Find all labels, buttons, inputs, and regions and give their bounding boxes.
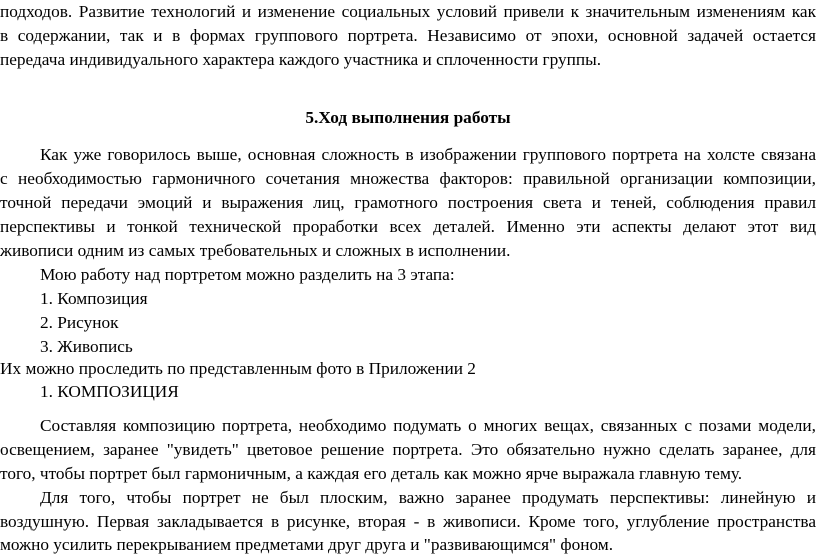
para2-line-2: освещением, заранее "увидеть" цветовое решение портрета. Это обязательно нужно сделать заранее, для [0,440,816,459]
para1-line-3: точной передачи эмоций и выражения лиц, грамотного построения света и теней, соблюдения правил [0,193,816,212]
stage-item-painting: 3. Живопись [40,337,133,356]
stage-item-drawing: 2. Рисунок [40,313,119,332]
stage-item-composition: 1. Композиция [40,289,148,308]
section-heading: 5.Ход выполнения работы [305,108,511,127]
para3-line-3: можно усилить перекрыванием предметами друг друга и "развивающимся" фоном. [0,535,614,554]
stages-intro: Мою работу над портретом можно разделить на 3 этапа: [40,265,455,284]
para2-line-1: Составляя композицию портрета, необходимо подумать о многих вещах, связанных с позами модели, [40,416,816,435]
para1-line-1: Как уже говорилось выше, основная сложность в изображении группового портрета на холсте связана [40,145,816,164]
appendix-note: Их можно проследить по представленным фото в Приложении 2 [0,359,476,378]
para2-line-3: того, чтобы портрет был гармоничным, а каждая его деталь как можно ярче выражала главную тему. [0,464,743,483]
subheading-composition: 1. КОМПОЗИЦИЯ [40,382,179,401]
intro-line-1: подходов. Развитие технологий и изменение социальных условий привели к значительным изменениям как [0,2,816,21]
intro-line-3: передача индивидуального характера каждого участника и сплоченности группы. [0,50,602,69]
intro-line-2: в содержании, так и в формах группового портрета. Независимо от эпохи, основной задачей остается [0,26,816,45]
para1-line-5: живописи одним из самых требовательных и сложных в исполнении. [0,241,511,260]
para1-line-4: перспективы и тонкой технической проработки всех деталей. Именно эти аспекты делают этот вид [0,217,816,236]
para3-line-1: Для того, чтобы портрет не был плоским, важно заранее продумать перспективы: линейную и [40,488,816,507]
para1-line-2: с необходимостью гармоничного сочетания множества факторов: правильной организации композиции, [0,169,816,188]
para3-line-2: воздушную. Первая закладывается в рисунке, вторая - в живописи. Кроме того, углубление пространства [0,512,816,531]
